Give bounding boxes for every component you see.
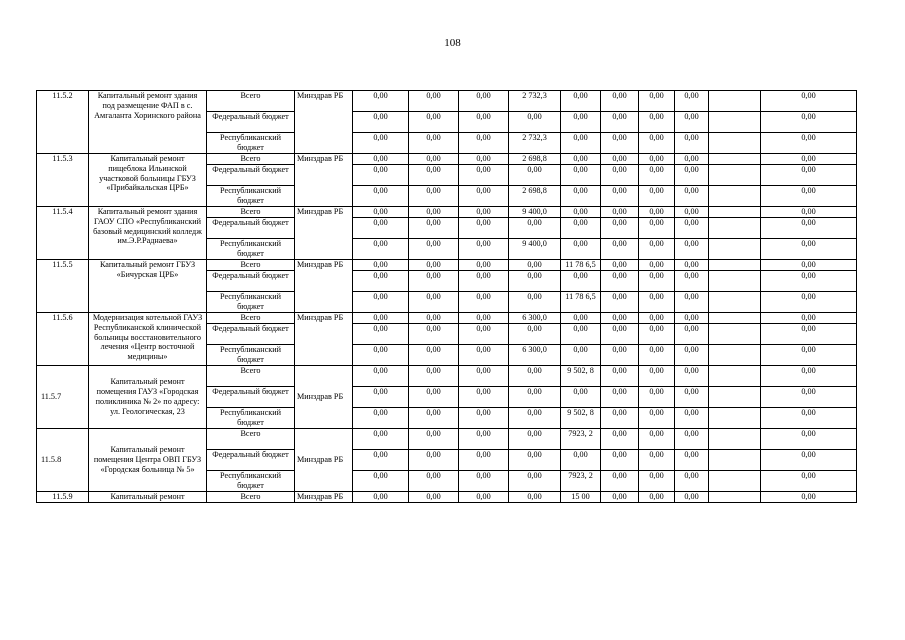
amount-cell: 0,00 xyxy=(561,154,601,165)
amount-cell: 0,00 xyxy=(459,154,509,165)
amount-cell: 0,00 xyxy=(561,239,601,260)
amount-cell: 0,00 xyxy=(459,218,509,239)
amount-cell: 7923, 2 xyxy=(561,429,601,450)
amount-cell xyxy=(709,112,761,133)
amount-cell: 0,00 xyxy=(561,218,601,239)
amount-cell: 0,00 xyxy=(459,239,509,260)
amount-cell: 0,00 xyxy=(409,239,459,260)
amount-cell: 0,00 xyxy=(353,324,409,345)
amount-cell: 0,00 xyxy=(561,345,601,366)
amount-cell: 0,00 xyxy=(409,408,459,429)
amount-cell xyxy=(709,313,761,324)
amount-cell: 0,00 xyxy=(459,324,509,345)
amount-cell: 0,00 xyxy=(675,313,709,324)
funding-source: Республиканский бюджет xyxy=(207,292,295,313)
amount-cell: 0,00 xyxy=(353,239,409,260)
measure-code: 11.5.7 xyxy=(37,366,89,429)
amount-cell: 0,00 xyxy=(601,408,639,429)
amount-cell: 0,00 xyxy=(675,133,709,154)
amount-cell: 0,00 xyxy=(409,324,459,345)
amount-cell: 0,00 xyxy=(509,271,561,292)
amount-cell: 0,00 xyxy=(409,112,459,133)
amount-cell: 0,00 xyxy=(675,471,709,492)
amount-cell: 0,00 xyxy=(639,165,675,186)
amount-cell: 0,00 xyxy=(601,366,639,387)
funding-source: Федеральный бюджет xyxy=(207,324,295,345)
amount-cell: 0,00 xyxy=(761,408,857,429)
amount-cell: 0,00 xyxy=(675,387,709,408)
amount-cell: 0,00 xyxy=(601,471,639,492)
amount-cell: 0,00 xyxy=(601,154,639,165)
amount-cell: 0,00 xyxy=(459,186,509,207)
funding-source: Республиканский бюджет xyxy=(207,239,295,260)
amount-cell: 2 698,8 xyxy=(509,154,561,165)
amount-cell: 0,00 xyxy=(639,239,675,260)
table-row xyxy=(37,366,857,387)
amount-cell: 0,00 xyxy=(675,366,709,387)
funding-source: Всего xyxy=(207,366,295,387)
amount-cell: 0,00 xyxy=(639,366,675,387)
amount-cell: 0,00 xyxy=(509,292,561,313)
amount-cell: 0,00 xyxy=(675,207,709,218)
amount-cell: 0,00 xyxy=(639,450,675,471)
amount-cell xyxy=(709,239,761,260)
amount-cell xyxy=(709,186,761,207)
amount-cell xyxy=(709,154,761,165)
amount-cell: 0,00 xyxy=(353,165,409,186)
amount-cell: 0,00 xyxy=(353,408,409,429)
funding-source: Всего xyxy=(207,207,295,218)
amount-cell: 0,00 xyxy=(601,112,639,133)
amount-cell: 0,00 xyxy=(509,260,561,271)
funding-source: Республиканский бюджет xyxy=(207,408,295,429)
funding-source: Всего xyxy=(207,260,295,271)
amount-cell: 0,00 xyxy=(639,429,675,450)
amount-cell: 0,00 xyxy=(561,207,601,218)
amount-cell: 0,00 xyxy=(459,471,509,492)
amount-cell: 0,00 xyxy=(509,429,561,450)
amount-cell: 0,00 xyxy=(409,313,459,324)
amount-cell: 0,00 xyxy=(675,91,709,112)
amount-cell: 0,00 xyxy=(639,324,675,345)
amount-cell: 0,00 xyxy=(675,408,709,429)
amount-cell: 0,00 xyxy=(509,471,561,492)
executor: Минздрав РБ xyxy=(295,154,353,207)
amount-cell: 0,00 xyxy=(561,450,601,471)
amount-cell: 0,00 xyxy=(459,207,509,218)
amount-cell: 0,00 xyxy=(761,133,857,154)
measure-name: Капитальный ремонт здания ГАОУ СПО «Республиканский базовый медицинский колледж им.Э.Р.Раднаева» xyxy=(89,207,207,260)
amount-cell xyxy=(709,207,761,218)
amount-cell: 6 300,0 xyxy=(509,345,561,366)
measure-name: Капитальный ремонт пищеблока Ильинской участковой больницы ГБУЗ «Прибайкальская ЦРБ» xyxy=(89,154,207,207)
amount-cell: 0,00 xyxy=(353,133,409,154)
amount-cell: 0,00 xyxy=(509,387,561,408)
measure-code: 11.5.4 xyxy=(37,207,89,260)
amount-cell: 0,00 xyxy=(459,429,509,450)
measure-code: 11.5.6 xyxy=(37,313,89,366)
amount-cell xyxy=(709,408,761,429)
amount-cell: 0,00 xyxy=(761,154,857,165)
amount-cell: 0,00 xyxy=(409,366,459,387)
amount-cell: 0,00 xyxy=(459,408,509,429)
amount-cell: 0,00 xyxy=(459,492,509,503)
amount-cell: 0,00 xyxy=(639,112,675,133)
amount-cell: 0,00 xyxy=(675,260,709,271)
amount-cell: 0,00 xyxy=(409,450,459,471)
amount-cell: 0,00 xyxy=(353,313,409,324)
amount-cell: 0,00 xyxy=(353,366,409,387)
amount-cell: 0,00 xyxy=(675,429,709,450)
amount-cell: 0,00 xyxy=(639,387,675,408)
amount-cell: 0,00 xyxy=(601,186,639,207)
funding-source: Федеральный бюджет xyxy=(207,165,295,186)
amount-cell: 0,00 xyxy=(761,429,857,450)
amount-cell: 0,00 xyxy=(761,387,857,408)
amount-cell: 0,00 xyxy=(409,271,459,292)
amount-cell: 0,00 xyxy=(601,271,639,292)
amount-cell: 0,00 xyxy=(601,207,639,218)
amount-cell: 0,00 xyxy=(675,292,709,313)
amount-cell: 0,00 xyxy=(601,345,639,366)
amount-cell: 0,00 xyxy=(409,186,459,207)
amount-cell: 0,00 xyxy=(761,218,857,239)
amount-cell: 0,00 xyxy=(639,345,675,366)
amount-cell: 0,00 xyxy=(459,91,509,112)
table-row xyxy=(37,260,857,271)
amount-cell: 0,00 xyxy=(675,218,709,239)
amount-cell: 0,00 xyxy=(561,324,601,345)
amount-cell xyxy=(709,387,761,408)
amount-cell: 0,00 xyxy=(601,165,639,186)
amount-cell: 0,00 xyxy=(761,186,857,207)
measure-name: Капитальный ремонт помещения ГАУЗ «Городская поликлиника № 2» по адресу: ул. Геологическая, 23 xyxy=(89,366,207,429)
amount-cell xyxy=(709,91,761,112)
table-row xyxy=(37,429,857,450)
amount-cell: 0,00 xyxy=(761,239,857,260)
funding-source: Республиканский бюджет xyxy=(207,471,295,492)
amount-cell: 0,00 xyxy=(509,366,561,387)
amount-cell: 11 78 6,5 xyxy=(561,292,601,313)
amount-cell: 0,00 xyxy=(601,133,639,154)
table-row xyxy=(37,313,857,324)
amount-cell: 0,00 xyxy=(561,387,601,408)
amount-cell: 0,00 xyxy=(509,408,561,429)
amount-cell xyxy=(709,429,761,450)
amount-cell: 0,00 xyxy=(409,471,459,492)
amount-cell: 0,00 xyxy=(353,345,409,366)
amount-cell: 0,00 xyxy=(409,133,459,154)
amount-cell: 0,00 xyxy=(561,91,601,112)
amount-cell: 0,00 xyxy=(675,492,709,503)
amount-cell: 0,00 xyxy=(409,492,459,503)
amount-cell: 0,00 xyxy=(601,492,639,503)
amount-cell: 0,00 xyxy=(639,133,675,154)
amount-cell: 0,00 xyxy=(459,387,509,408)
amount-cell: 0,00 xyxy=(761,450,857,471)
amount-cell: 0,00 xyxy=(561,112,601,133)
measure-name: Капитальный ремонт xyxy=(89,492,207,503)
amount-cell: 0,00 xyxy=(353,218,409,239)
amount-cell xyxy=(709,471,761,492)
measure-code: 11.5.8 xyxy=(37,429,89,492)
amount-cell: 0,00 xyxy=(459,313,509,324)
amount-cell: 0,00 xyxy=(459,133,509,154)
amount-cell: 0,00 xyxy=(639,408,675,429)
amount-cell: 0,00 xyxy=(509,112,561,133)
amount-cell: 0,00 xyxy=(409,91,459,112)
amount-cell: 0,00 xyxy=(601,218,639,239)
amount-cell xyxy=(709,260,761,271)
amount-cell: 0,00 xyxy=(459,292,509,313)
amount-cell: 0,00 xyxy=(353,471,409,492)
amount-cell xyxy=(709,366,761,387)
amount-cell: 0,00 xyxy=(353,271,409,292)
amount-cell: 0,00 xyxy=(761,112,857,133)
funding-source: Республиканский бюджет xyxy=(207,133,295,154)
amount-cell: 0,00 xyxy=(639,271,675,292)
executor: Минздрав РБ xyxy=(295,207,353,260)
amount-cell: 0,00 xyxy=(639,218,675,239)
amount-cell: 0,00 xyxy=(639,313,675,324)
amount-cell: 0,00 xyxy=(761,165,857,186)
amount-cell: 0,00 xyxy=(561,133,601,154)
amount-cell: 0,00 xyxy=(675,345,709,366)
amount-cell: 0,00 xyxy=(459,345,509,366)
amount-cell: 0,00 xyxy=(601,450,639,471)
table-row xyxy=(37,91,857,112)
amount-cell: 0,00 xyxy=(675,239,709,260)
measure-name: Капитальный ремонт здания под размещение ФАП в с. Амгаланта Хоринского района xyxy=(89,91,207,154)
amount-cell: 0,00 xyxy=(639,471,675,492)
amount-cell: 9 400,0 xyxy=(509,207,561,218)
amount-cell: 0,00 xyxy=(601,260,639,271)
amount-cell: 2 732,3 xyxy=(509,133,561,154)
amount-cell xyxy=(709,345,761,366)
table-row xyxy=(37,492,857,503)
amount-cell: 0,00 xyxy=(561,165,601,186)
amount-cell: 0,00 xyxy=(761,471,857,492)
amount-cell: 0,00 xyxy=(459,260,509,271)
executor: Минздрав РБ xyxy=(295,492,353,503)
amount-cell: 0,00 xyxy=(353,207,409,218)
funding-source: Всего xyxy=(207,429,295,450)
measure-code: 11.5.3 xyxy=(37,154,89,207)
amount-cell: 0,00 xyxy=(353,112,409,133)
amount-cell: 0,00 xyxy=(561,313,601,324)
amount-cell xyxy=(709,165,761,186)
funding-source: Республиканский бюджет xyxy=(207,345,295,366)
amount-cell: 0,00 xyxy=(353,450,409,471)
amount-cell: 6 300,0 xyxy=(509,313,561,324)
funding-source: Республиканский бюджет xyxy=(207,186,295,207)
amount-cell: 0,00 xyxy=(761,313,857,324)
measure-name: Капитальный ремонт ГБУЗ «Бичурская ЦРБ» xyxy=(89,260,207,313)
executor: Минздрав РБ xyxy=(295,429,353,492)
amount-cell: 9 502, 8 xyxy=(561,366,601,387)
amount-cell: 0,00 xyxy=(459,366,509,387)
amount-cell: 0,00 xyxy=(353,260,409,271)
funding-source: Федеральный бюджет xyxy=(207,271,295,292)
funding-source: Всего xyxy=(207,91,295,112)
amount-cell: 0,00 xyxy=(509,165,561,186)
amount-cell: 0,00 xyxy=(601,292,639,313)
amount-cell: 0,00 xyxy=(459,450,509,471)
measure-code: 11.5.2 xyxy=(37,91,89,154)
amount-cell: 0,00 xyxy=(675,271,709,292)
amount-cell: 0,00 xyxy=(675,186,709,207)
amount-cell: 0,00 xyxy=(509,218,561,239)
measure-name: Модернизация котельной ГАУЗ Республиканской клинической больницы восстановительного лечения «Центр восточной медицины» xyxy=(89,313,207,366)
amount-cell: 0,00 xyxy=(409,292,459,313)
amount-cell: 0,00 xyxy=(601,387,639,408)
amount-cell: 0,00 xyxy=(639,91,675,112)
amount-cell: 0,00 xyxy=(353,492,409,503)
amount-cell: 0,00 xyxy=(761,260,857,271)
amount-cell: 0,00 xyxy=(561,271,601,292)
amount-cell xyxy=(709,450,761,471)
amount-cell: 0,00 xyxy=(509,492,561,503)
amount-cell: 2 732,3 xyxy=(509,91,561,112)
amount-cell: 0,00 xyxy=(675,154,709,165)
amount-cell: 0,00 xyxy=(761,207,857,218)
amount-cell: 0,00 xyxy=(409,429,459,450)
amount-cell: 0,00 xyxy=(761,345,857,366)
amount-cell: 0,00 xyxy=(601,313,639,324)
amount-cell: 0,00 xyxy=(353,91,409,112)
funding-source: Всего xyxy=(207,492,295,503)
executor: Минздрав РБ xyxy=(295,91,353,154)
amount-cell: 0,00 xyxy=(761,324,857,345)
amount-cell: 0,00 xyxy=(639,154,675,165)
amount-cell: 0,00 xyxy=(459,271,509,292)
amount-cell: 0,00 xyxy=(639,492,675,503)
page-number: 108 xyxy=(444,37,461,49)
amount-cell: 0,00 xyxy=(761,366,857,387)
funding-source: Федеральный бюджет xyxy=(207,218,295,239)
amount-cell xyxy=(709,271,761,292)
amount-cell: 0,00 xyxy=(601,429,639,450)
amount-cell: 9 502, 8 xyxy=(561,408,601,429)
amount-cell: 0,00 xyxy=(761,91,857,112)
amount-cell xyxy=(709,324,761,345)
amount-cell: 0,00 xyxy=(561,186,601,207)
table-body xyxy=(37,91,857,503)
amount-cell: 0,00 xyxy=(639,186,675,207)
amount-cell: 0,00 xyxy=(409,154,459,165)
amount-cell: 2 698,8 xyxy=(509,186,561,207)
amount-cell: 0,00 xyxy=(601,239,639,260)
amount-cell: 0,00 xyxy=(409,345,459,366)
amount-cell: 9 400,0 xyxy=(509,239,561,260)
amount-cell: 0,00 xyxy=(601,324,639,345)
executor: Минздрав РБ xyxy=(295,260,353,313)
amount-cell: 0,00 xyxy=(675,450,709,471)
amount-cell: 0,00 xyxy=(761,271,857,292)
funding-source: Федеральный бюджет xyxy=(207,450,295,471)
measure-code: 11.5.5 xyxy=(37,260,89,313)
funding-source: Всего xyxy=(207,313,295,324)
amount-cell: 0,00 xyxy=(509,450,561,471)
amount-cell: 0,00 xyxy=(675,324,709,345)
amount-cell: 0,00 xyxy=(353,429,409,450)
amount-cell xyxy=(709,133,761,154)
amount-cell: 0,00 xyxy=(675,165,709,186)
amount-cell xyxy=(709,218,761,239)
amount-cell: 15 00 xyxy=(561,492,601,503)
amount-cell: 0,00 xyxy=(675,112,709,133)
funding-source: Всего xyxy=(207,154,295,165)
table-row xyxy=(37,207,857,218)
amount-cell: 0,00 xyxy=(509,324,561,345)
amount-cell: 0,00 xyxy=(601,91,639,112)
amount-cell: 0,00 xyxy=(353,387,409,408)
amount-cell: 0,00 xyxy=(353,186,409,207)
amount-cell: 0,00 xyxy=(353,292,409,313)
amount-cell xyxy=(709,492,761,503)
amount-cell: 0,00 xyxy=(761,492,857,503)
amount-cell: 0,00 xyxy=(459,112,509,133)
amount-cell: 0,00 xyxy=(639,260,675,271)
executor: Минздрав РБ xyxy=(295,313,353,366)
amount-cell: 0,00 xyxy=(409,218,459,239)
amount-cell: 7923, 2 xyxy=(561,471,601,492)
amount-cell: 0,00 xyxy=(409,387,459,408)
amount-cell: 0,00 xyxy=(459,165,509,186)
funding-source: Федеральный бюджет xyxy=(207,387,295,408)
funding-source: Федеральный бюджет xyxy=(207,112,295,133)
amount-cell: 0,00 xyxy=(639,292,675,313)
amount-cell xyxy=(709,292,761,313)
amount-cell: 0,00 xyxy=(761,292,857,313)
table-row xyxy=(37,154,857,165)
amount-cell: 0,00 xyxy=(353,154,409,165)
measure-name: Капитальный ремонт помещения Центра ОВП ГБУЗ «Городская больница № 5» xyxy=(89,429,207,492)
amount-cell: 0,00 xyxy=(409,260,459,271)
executor: Минздрав РБ xyxy=(295,366,353,429)
amount-cell: 0,00 xyxy=(409,165,459,186)
amount-cell: 0,00 xyxy=(639,207,675,218)
amount-cell: 0,00 xyxy=(409,207,459,218)
measure-code: 11.5.9 xyxy=(37,492,89,503)
budget-table xyxy=(36,90,857,503)
amount-cell: 11 78 6,5 xyxy=(561,260,601,271)
